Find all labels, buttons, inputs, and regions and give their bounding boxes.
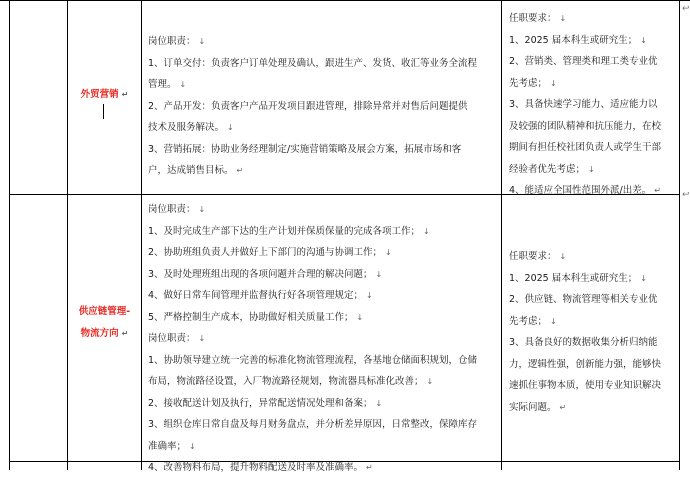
duty-line: 3、及时处理班组出现的各项问题并合理的解决问题；: [148, 268, 373, 280]
table-top-border: [0, 0, 690, 1]
duty-line: 岗位职责：: [148, 333, 196, 344]
duty-line: 1、订单交付：负责客户订单处理及确认，跟进生产、发货、收汇等业务全流程: [148, 57, 478, 69]
duty-line: 2、产品开发：负责客户产品开发项目跟进管理，排除异常并对售后问题提供: [148, 100, 468, 112]
requirement-line: 任职要求：: [509, 13, 557, 24]
duty-line: 4、改善物料布局，提升物料配送及时率及准确率。: [148, 462, 364, 473]
row-1-duties: 岗位职责： ↓ 1、订单交付：负责客户订单处理及确认，跟进生产、发货、收汇等业务全流程 管理。 ↓ 2、产品开发：负责客户产品开发项目跟进管理，排除异常并对售后问题提供 技术及服务解决。 ↓ 3、营销拓展：协助业务经理制定/实施营销策略及展会方案，拓展市场和客 户，达成销售目标。 ↵: [148, 36, 478, 176]
requirement-line: 先考虑；: [509, 77, 548, 89]
duty-line: 5、严格控制生产成本，协助做好相关质量工作；: [148, 311, 354, 323]
column-divider-1: [67, 0, 68, 470]
text-caret: [103, 104, 104, 119]
duty-line: 管理。: [148, 79, 177, 90]
duty-line: 1、及时完成生产部下达的生产计划并保质保量的完成各项工作；: [148, 225, 421, 237]
duty-line: 4、做好日常车间管理并监督执行好各项管理规定；: [148, 290, 364, 301]
duty-line: 2、协助班组负责人并做好上下部门的沟通与协调工作；: [148, 247, 383, 258]
duty-line: 岗位职责：: [148, 204, 196, 215]
requirement-line: 及较强的团队精神和抗压能力，在校: [509, 120, 662, 132]
requirement-line: 1、2025 届本科生或研究生；: [509, 272, 638, 284]
row-2-duties: 岗位职责： ↓ 1、及时完成生产部下达的生产计划并保质保量的完成各项工作； ↓ 2、协助班组负责人并做好上下部门的沟通与协调工作； ↓ 3、及时处理班组出现的各项问题并合理的解决问题； ↓ 4、做好日常车间管理并监督执行好各项管理规定； ↓ 5、严格控制生产成本，协助做好相关质量工作； ↓ 岗位职责： ↓ 1、协助领导建立统一完善的标准化物流管理流程，各基地仓储面积规划，仓储 布局，物流路径设置，入厂物流路径规划，物流器具标准化改善； ↓ 2、接收配送计划及执行，异常配送情况处理和备案； ↓ 3、组织仓库日常自盘及每月财务盘点，并分析差异原因，日常整改，保障库存 准确率； ↓ 4、改善物料布局，提升物料配送及时率及准确率。 ↵: [148, 204, 478, 473]
row-2-end-mark: ↩: [682, 190, 690, 200]
requirement-line: 3、具备良好的数据收集分析归纳能: [509, 337, 658, 348]
duty-line: 2、接收配送计划及执行，异常配送情况处理和备案；: [148, 397, 373, 409]
duty-line: 布局，物流路径设置，入厂物流路径规划，物流器具标准化改善；: [148, 376, 424, 387]
requirement-line: 速抓住事物本质，使用专业知识解决: [509, 380, 662, 391]
row-2-category: [68, 301, 141, 345]
row-2-requirements: 任职要求： ↓ 1、2025 届本科生或研究生； ↓ 2、供应链、物流管理等相关专业优 先考虑； ↓ 3、具备良好的数据收集分析归纳能 力，逻辑性强，创新能力强，能够快 速抓住事物本质，使用专业知识解决 实际问题。 ↵: [509, 251, 662, 413]
duty-line: 技术及服务解决。: [148, 122, 225, 133]
end-mark: ↵: [121, 329, 129, 338]
table-right-border: [679, 0, 680, 470]
duty-line: 户，达成销售目标。: [148, 165, 234, 176]
row-1-end-mark: ↩: [682, 4, 690, 14]
row-2-category-line-2: 物流方向: [80, 328, 119, 339]
requirement-line: 经验者优先考虑；: [509, 163, 586, 175]
end-mark: ↵: [121, 90, 129, 99]
requirement-line: 2、供应链、物流管理等相关专业优: [509, 294, 658, 305]
requirement-line: 期间有担任校社团负责人或学生干部: [509, 142, 662, 153]
requirement-line: 2、营销类、管理类和理工类专业优: [509, 56, 658, 67]
duty-line: 岗位职责：: [148, 36, 196, 47]
duty-line: 准确率；: [148, 440, 187, 452]
requirement-line: 4、能适应全国性范围外派/出差。: [509, 185, 652, 196]
column-divider-3: [501, 0, 502, 470]
table-left-border: [9, 0, 10, 470]
requirement-line: 3、具备快速学习能力、适应能力以: [509, 99, 658, 110]
requirement-line: 先考虑；: [509, 315, 548, 327]
row-2-category-line-1: 供应链管理-: [78, 306, 131, 317]
requirement-line: 力，逻辑性强，创新能力强，能够快: [509, 358, 662, 370]
duty-line: 3、组织仓库日常自盘及每月财务盘点，并分析差异原因，日常整改，保障库存: [148, 419, 478, 430]
requirement-line: 实际问题。: [509, 401, 557, 413]
requirement-line: 任职要求：: [509, 251, 557, 262]
duty-line: 1、协助领导建立统一完善的标准化物流管理流程，各基地仓储面积规划，仓储: [148, 354, 478, 366]
row-1-category: [68, 84, 141, 106]
row-1-requirements: 任职要求： ↓ 1、2025 届本科生或研究生； ↓ 2、营销类、管理类和理工类专业优 先考虑； ↓ 3、具备快速学习能力、适应能力以 及较强的团队精神和抗压能力，在校 期间有担任校社团负责人或学生干部 经验者优先考虑； ↓ 4、能适应全国性范围外派/出差。 ↵: [509, 13, 662, 196]
column-divider-2: [141, 0, 142, 470]
duty-line: 3、营销拓展：协助业务经理制定/实施营销策略及展会方案，拓展市场和客: [148, 143, 462, 155]
row-1-category-line-1: 外贸营销: [80, 89, 119, 100]
requirement-line: 1、2025 届本科生或研究生；: [509, 34, 638, 46]
